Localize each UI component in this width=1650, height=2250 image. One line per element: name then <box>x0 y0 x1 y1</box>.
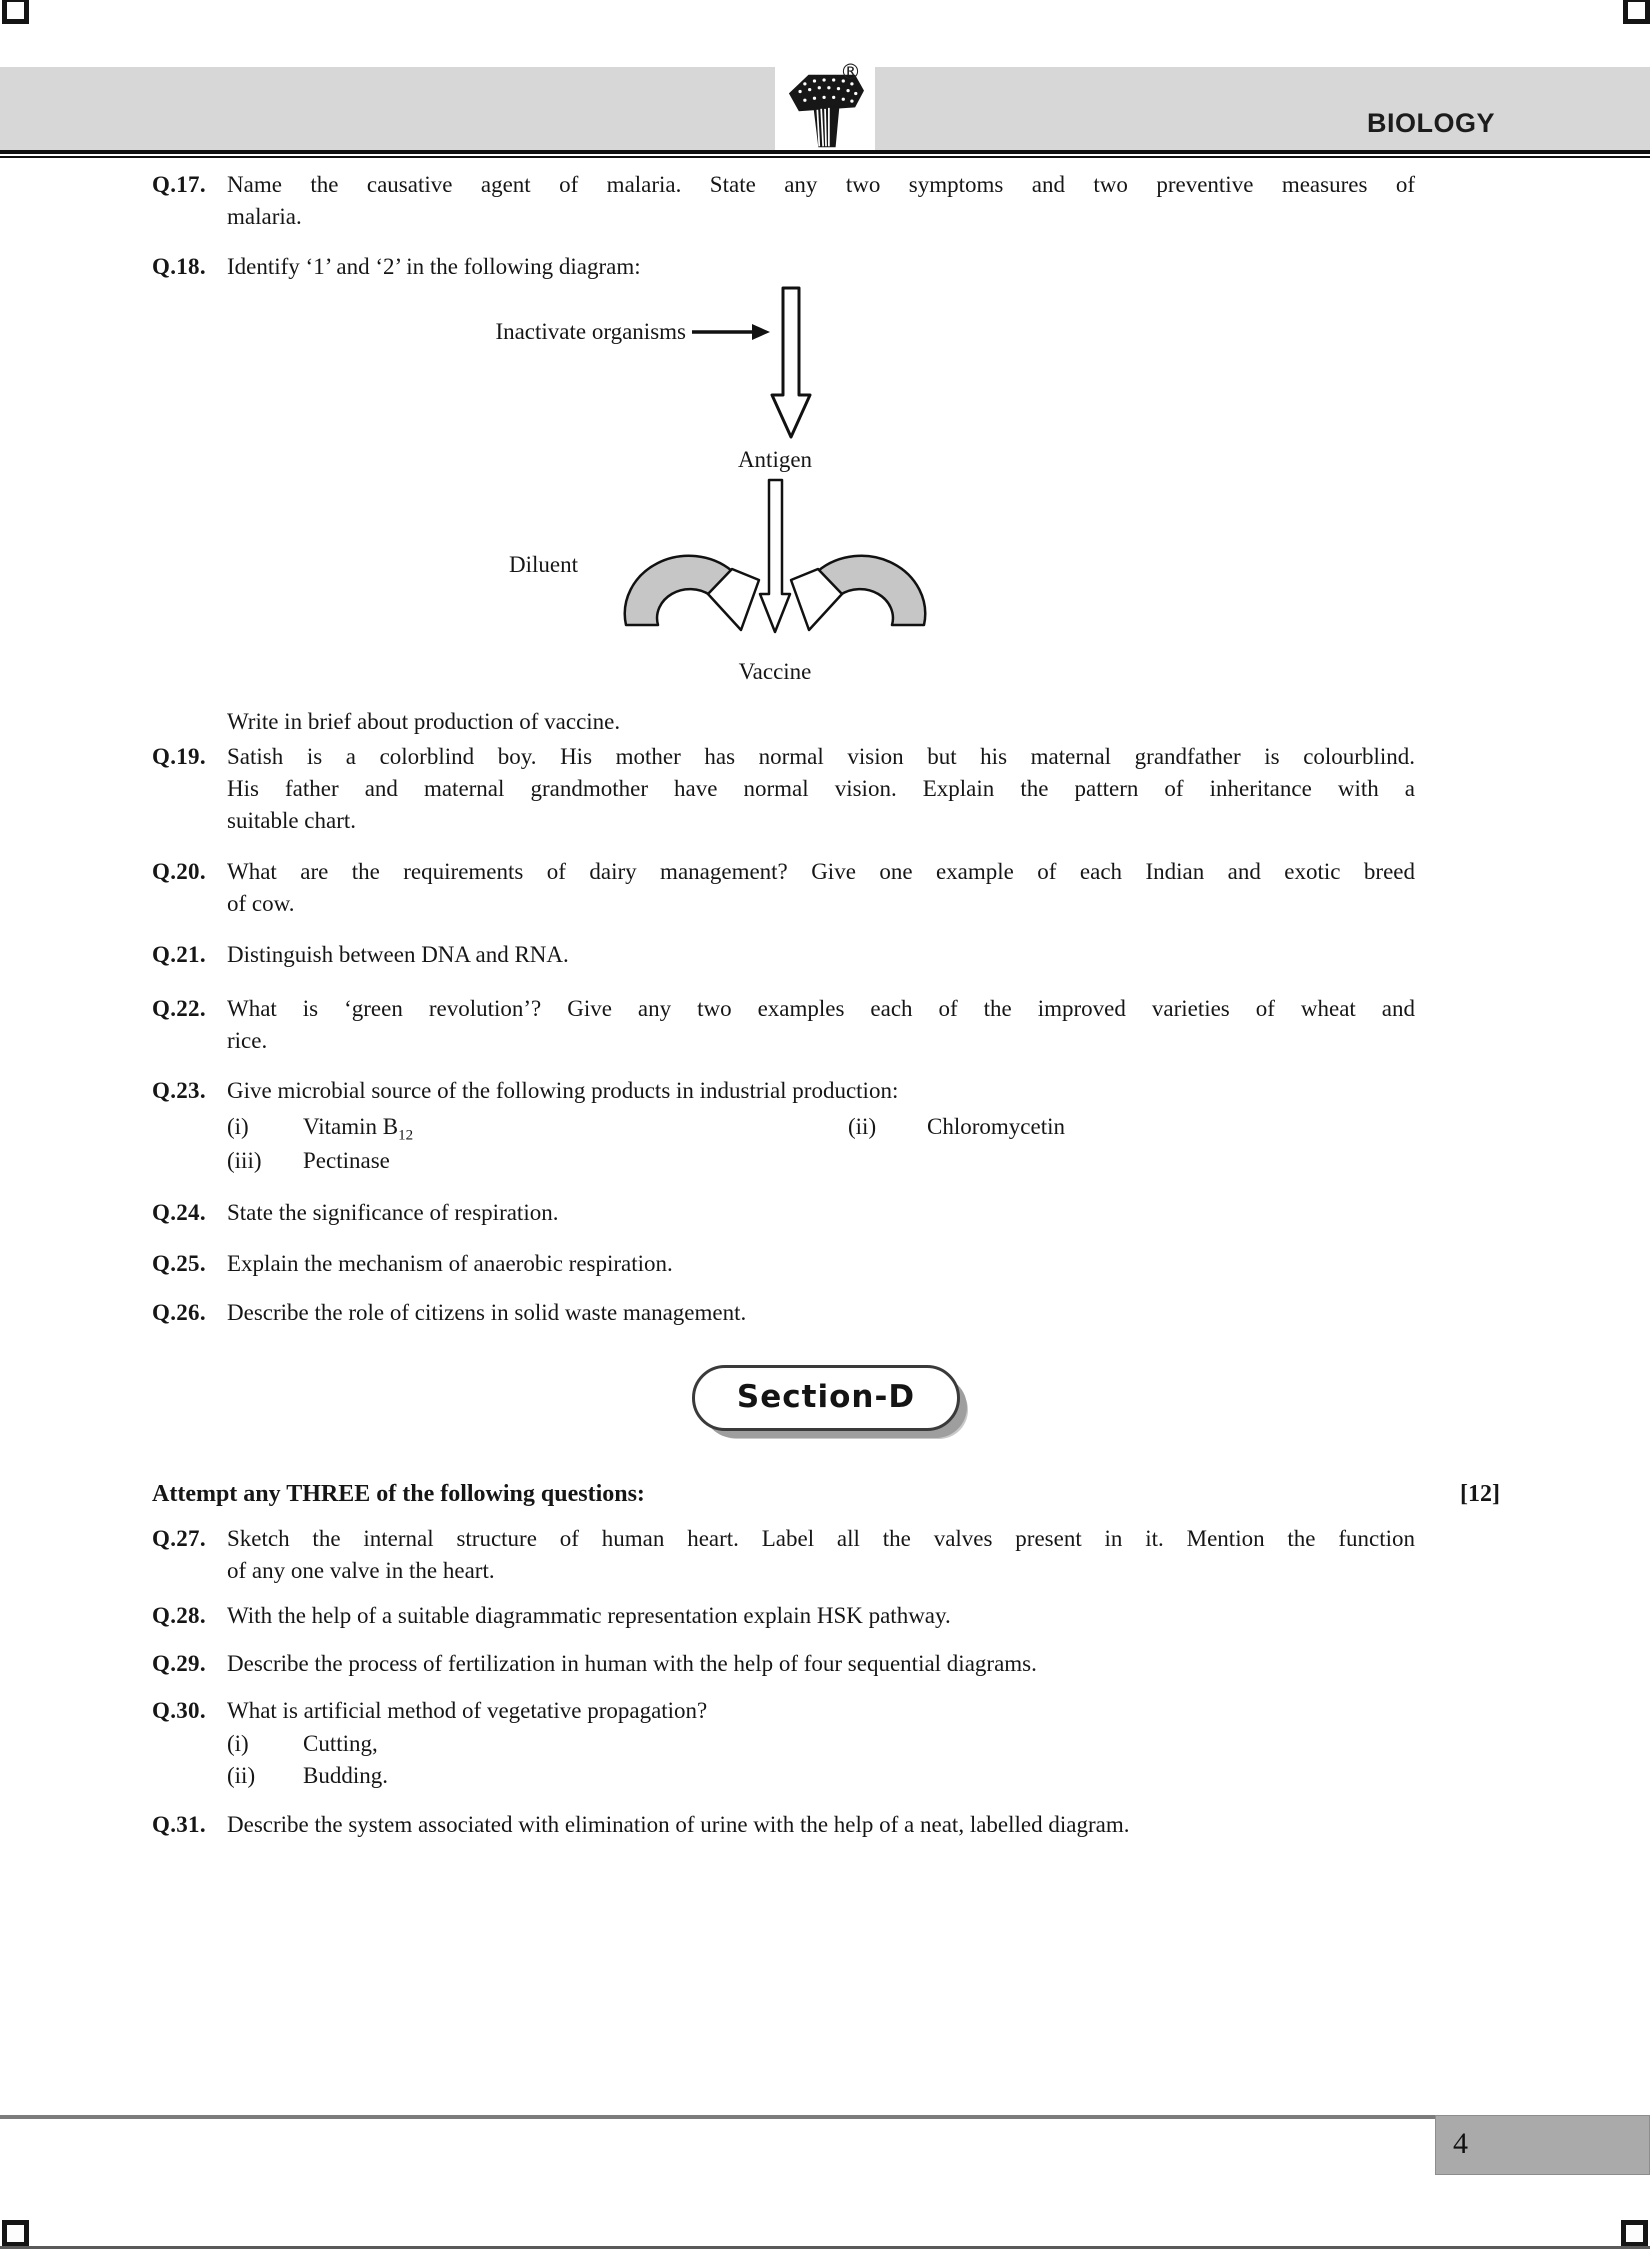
question-row <box>152 1523 1415 1587</box>
curved-mixing-arrow-left <box>625 556 759 630</box>
question-row <box>152 1648 1415 1680</box>
question-line: rice. <box>227 1028 268 1053</box>
item-label: Cutting, <box>303 1731 378 1756</box>
page-number-box <box>1435 2115 1650 2175</box>
question-subitems-row <box>227 1760 1415 1792</box>
question-text <box>227 741 1415 837</box>
question-text <box>227 1600 1415 1632</box>
item-marker: (ii) <box>848 1114 877 1139</box>
question-line: Distinguish between DNA and RNA. <box>227 942 569 967</box>
question-number: Q.27. <box>152 1526 206 1551</box>
question-row <box>152 856 1415 920</box>
question-number: Q.23. <box>152 1078 206 1103</box>
item-marker: (iii) <box>227 1148 262 1173</box>
diagram-label-vaccine: Vaccine <box>738 659 812 684</box>
question-subitems-row <box>227 1728 1415 1760</box>
question-row <box>152 993 1415 1057</box>
question-number: Q.20. <box>152 859 206 884</box>
registered-trademark-symbol: ® <box>840 60 861 84</box>
question-text <box>227 1695 1415 1792</box>
question-note: Write in brief about production of vaccine. <box>227 709 621 734</box>
question-number: Q.30. <box>152 1698 206 1723</box>
item-label: Pectinase <box>303 1148 390 1173</box>
item-marker: (i) <box>227 1731 249 1756</box>
footer-rule <box>0 2115 1435 2119</box>
section-instruction-row <box>152 1478 1500 1510</box>
item-marker: (ii) <box>227 1763 256 1788</box>
diagram-label-antigen: Antigen <box>737 447 813 472</box>
question-number: Q.28. <box>152 1603 206 1628</box>
section-instruction: Attempt any THREE of the following questions: <box>152 1481 645 1507</box>
question-number: Q.22. <box>152 996 206 1021</box>
subject-title: BIOLOGY <box>1366 108 1495 138</box>
question-line: malaria. <box>227 204 302 229</box>
down-arrow-icon <box>760 480 790 632</box>
item-marker: (i) <box>227 1114 249 1139</box>
question-line: State the significance of respiration. <box>227 1200 559 1225</box>
question-line: Describe the process of fertilization in human with the help of four sequential diagrams. <box>227 1651 1037 1676</box>
question-row <box>152 1297 1415 1329</box>
question-number: Q.17. <box>152 172 206 197</box>
question-line: Satish is a colorblind boy. His mother has normal vision but his maternal grandfather is colourblind. <box>227 744 1415 769</box>
question-text <box>227 169 1415 233</box>
question-line: What are the requirements of dairy management? Give one example of each Indian and exotic breed <box>227 859 1415 884</box>
question-row <box>152 1248 1415 1280</box>
question-line: Explain the mechanism of anaerobic respiration. <box>227 1251 673 1276</box>
down-arrow-icon <box>772 288 810 437</box>
vaccine-production-diagram <box>227 283 1415 706</box>
question-line: suitable chart. <box>227 808 357 833</box>
print-registration-mark <box>2 0 29 24</box>
question-row <box>152 1075 1415 1177</box>
right-arrow-icon <box>692 324 770 340</box>
paper-content <box>0 158 1650 1841</box>
question-line: Describe the role of citizens in solid waste management. <box>227 1300 747 1325</box>
question-number: Q.21. <box>152 942 206 967</box>
question-subitems-row <box>227 1111 1415 1143</box>
question-line: Describe the system associated with elimination of urine with the help of a neat, labelled diagram. <box>227 1812 1130 1837</box>
diagram-label-diluent: Diluent <box>509 552 578 577</box>
question-line: Give microbial source of the following products in industrial production: <box>227 1078 899 1103</box>
question-line: of cow. <box>227 891 295 916</box>
question-text <box>227 1809 1415 1841</box>
item-label-text: Vitamin B <box>303 1114 399 1139</box>
curved-mixing-arrow-right <box>791 556 925 630</box>
question-row <box>152 1809 1415 1841</box>
question-text <box>227 993 1415 1057</box>
print-registration-mark <box>1623 0 1650 24</box>
question-line: His father and maternal grandmother have normal vision. Explain the pattern of inheritance with a <box>227 776 1415 801</box>
question-line: What is artificial method of vegetative propagation? <box>227 1698 708 1723</box>
question-text <box>227 1648 1415 1680</box>
question-row <box>152 1197 1415 1229</box>
question-number: Q.26. <box>152 1300 206 1325</box>
question-row <box>152 251 1415 738</box>
question-text <box>227 1075 1415 1177</box>
question-text <box>227 856 1415 920</box>
subscript-text: 12 <box>398 1127 414 1144</box>
diagram-label-inactivate-organisms: Inactivate organisms <box>495 319 686 344</box>
question-text <box>227 251 1415 738</box>
question-text <box>227 1248 1415 1280</box>
question-row <box>152 741 1415 837</box>
bottom-edge-rule <box>0 2246 1650 2249</box>
print-registration-mark <box>2 2220 29 2247</box>
question-line: What is ‘green revolution’? Give any two examples each of the improved varieties of wheat and <box>227 996 1415 1021</box>
question-line: of any one valve in the heart. <box>227 1558 495 1583</box>
question-text <box>227 1523 1415 1587</box>
question-row <box>152 1600 1415 1632</box>
question-line: Sketch the internal structure of human heart. Label all the valves present in it. Mention the function <box>227 1526 1415 1551</box>
question-line: With the help of a suitable diagrammatic representation explain HSK pathway. <box>227 1603 951 1628</box>
section-d-badge: Section-D <box>692 1365 960 1431</box>
question-row <box>152 169 1415 233</box>
question-number: Q.29. <box>152 1651 206 1676</box>
question-subitems-row <box>227 1145 1415 1177</box>
question-line: Identify ‘1’ and ‘2’ in the following diagram: <box>227 254 641 279</box>
question-number: Q.31. <box>152 1812 206 1837</box>
item-label <box>303 1111 848 1143</box>
page-number: 4 <box>1453 2127 1468 2160</box>
question-number: Q.24. <box>152 1200 206 1225</box>
question-line: Name the causative agent of malaria. State any two symptoms and two preventive measures of <box>227 172 1415 197</box>
question-text <box>227 939 1415 971</box>
item-label: Chloromycetin <box>927 1114 1065 1139</box>
question-number: Q.19. <box>152 744 206 769</box>
question-number: Q.18. <box>152 254 206 279</box>
question-number: Q.25. <box>152 1251 206 1276</box>
question-text <box>227 1197 1415 1229</box>
question-row <box>152 939 1415 971</box>
print-registration-mark <box>1621 2220 1648 2247</box>
header-rule-thick <box>0 150 1650 154</box>
item-label: Budding. <box>303 1763 388 1788</box>
question-text <box>227 1297 1415 1329</box>
question-row <box>152 1695 1415 1792</box>
marks-label: [12] <box>1460 1481 1500 1507</box>
